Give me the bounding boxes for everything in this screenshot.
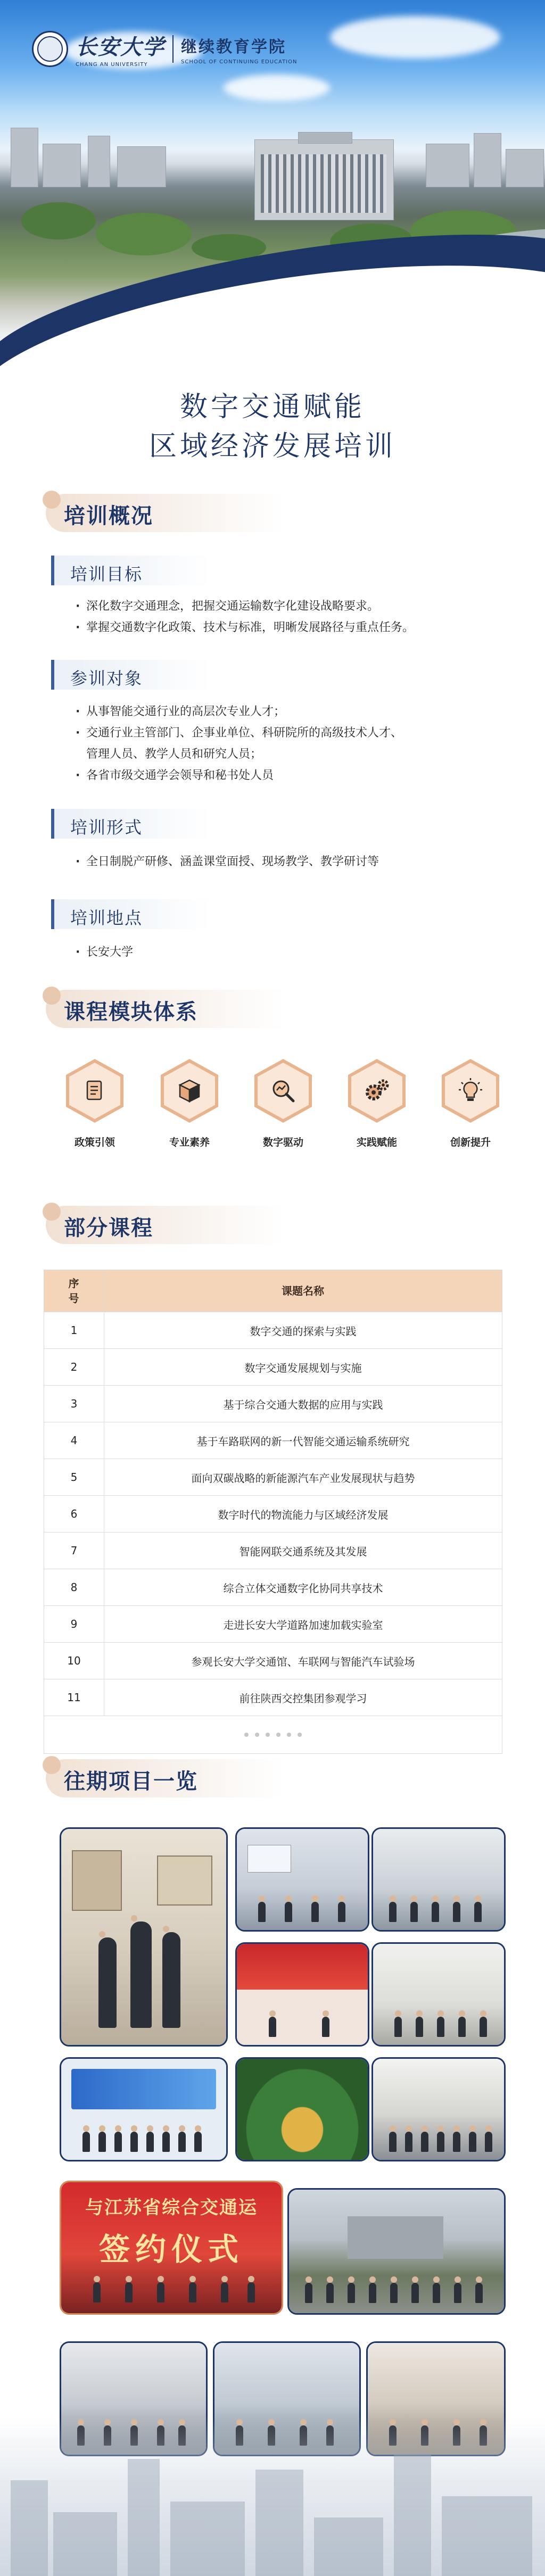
table-row: 10 参观长安大学交通馆、车联网与智能汽车试验场 [44, 1643, 502, 1679]
subheading-goals: 培训目标 [51, 556, 211, 585]
table-row: 5 面向双碳战略的新能源汽车产业发展现状与趋势 [44, 1459, 502, 1496]
cubes-icon [176, 1078, 203, 1104]
section-heading-courses: 部分课程 [46, 1206, 285, 1244]
course-table [44, 1270, 502, 1754]
section-heading-past-projects: 往期项目一览 [46, 1759, 285, 1798]
photo-group-outdoor [287, 2188, 506, 2315]
module-digital [251, 1059, 315, 1149]
list-item-continued: 管理人员、教学人员和研究人员； [86, 748, 262, 761]
table-row: 1 数字交通的探索与实践 [44, 1312, 502, 1349]
footer-skyline [0, 2416, 545, 2576]
list-item: · 从事智能交通行业的高层次专业人才； [75, 701, 511, 723]
university-seal-icon [32, 31, 68, 67]
list-item: · 长安大学 [75, 942, 511, 963]
module-professional [158, 1059, 221, 1149]
university-name-en: CHANG AN UNIVERSITY [76, 62, 148, 68]
section-heading-overview: 培训概况 [46, 494, 285, 532]
table-row: 8 综合立体交通数字化协同共享技术 [44, 1569, 502, 1606]
list-item: · 全日制脱产研修、涵盖课堂面授、现场教学、教学研讨等 [75, 851, 511, 873]
table-header [44, 1270, 502, 1312]
signing-ceremony-text: 签约仪式 [98, 2231, 244, 2267]
section-heading-modules: 课程模块体系 [46, 990, 285, 1028]
col-header-no: 序号 [44, 1270, 104, 1312]
format-list [75, 851, 511, 873]
col-header-name: 课题名称 [282, 1285, 324, 1297]
photo-lecture-2 [371, 1827, 506, 1932]
table-row: 6 数字时代的物流能力与区域经济发展 [44, 1496, 502, 1533]
photo-signing-ceremony [60, 2181, 283, 2315]
gears-icon [363, 1078, 391, 1104]
more-dots-icon [44, 1733, 502, 1737]
table-row: 9 走进长安大学道路加速加载实验室 [44, 1606, 502, 1643]
logo-divider [172, 35, 174, 63]
document-icon [82, 1078, 108, 1104]
list-item: · 各省市级交通学会领导和秘书处人员 [75, 765, 511, 786]
module-policy [63, 1059, 127, 1149]
table-row: 4 基于车路联网的新一代智能交通运输系统研究 [44, 1422, 502, 1459]
location-list [75, 942, 511, 963]
table-ellipsis-row [44, 1716, 502, 1753]
photo-group-lecture-hall [371, 2057, 506, 2161]
list-item: · 深化数字交通理念，把握交通运输数字化建设战略要求。 [75, 596, 511, 617]
module-label: 专业素养 [169, 1137, 210, 1148]
magnifier-chart-icon [270, 1078, 296, 1104]
subheading-audience: 参训对象 [51, 660, 211, 690]
lightbulb-icon [457, 1077, 484, 1105]
photo-group-stage-blue [60, 2057, 228, 2161]
module-innovation [439, 1059, 502, 1149]
table-row: 7 智能网联交通系统及其发展 [44, 1533, 502, 1569]
title-line-2: 区域经济发展培训 [148, 430, 396, 462]
subheading-format: 培训形式 [51, 809, 211, 839]
module-label: 政策引领 [74, 1137, 115, 1148]
photo-visit-exhibition [60, 1827, 228, 2047]
photo-aerial-model [235, 2057, 369, 2161]
title-line-1: 数字交通赋能 [179, 391, 365, 423]
module-label: 实践赋能 [356, 1137, 397, 1148]
table-row: 2 数字交通发展规划与实施 [44, 1349, 502, 1386]
list-item: · 掌握交通数字化政策、技术与标准，明晰发展路径与重点任务。 [75, 617, 511, 639]
goals-list [75, 596, 511, 639]
school-name-en: SCHOOL OF CONTINUING EDUCATION [181, 59, 298, 65]
module-label: 数字驱动 [262, 1137, 303, 1148]
signing-banner-text: 与江苏省综合交通运 [85, 2197, 258, 2218]
logo-header [32, 28, 298, 70]
table-row: 11 前往陕西交控集团参观学习 [44, 1679, 502, 1716]
table-row: 3 基于综合交通大数据的应用与实践 [44, 1386, 502, 1422]
photo-group-indoor [371, 1942, 506, 2047]
page-title [0, 387, 545, 466]
photo-lecture-1 [235, 1827, 369, 1932]
school-name-cn: 继续教育学院 [181, 37, 286, 56]
list-item: · 交通行业主管部门、企事业单位、科研院所的高级技术人才、 [75, 723, 511, 744]
subheading-location: 培训地点 [51, 899, 211, 929]
module-label: 创新提升 [450, 1137, 491, 1148]
photo-stage-red [235, 1942, 369, 2047]
module-practice [345, 1059, 409, 1149]
audience-list [75, 701, 511, 786]
university-name-cn: 长安大学 [76, 35, 165, 60]
